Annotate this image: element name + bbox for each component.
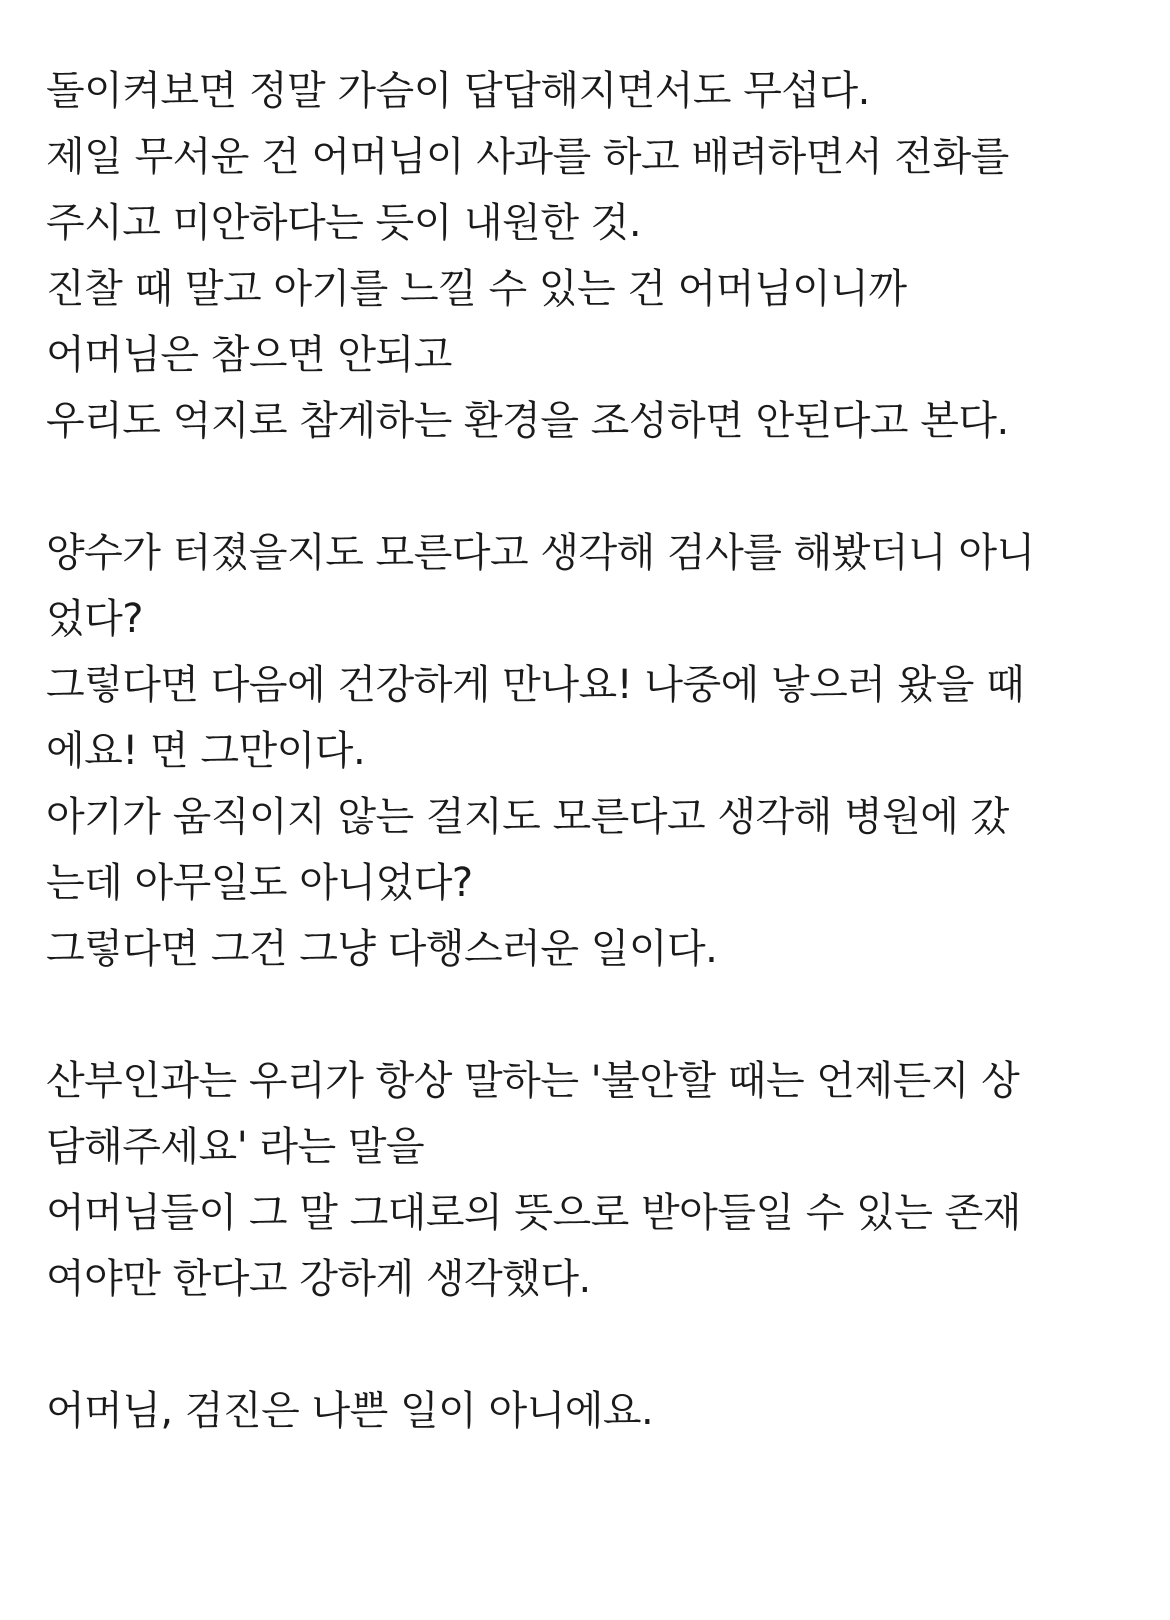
text-line: 제일 무서운 건 어머님이 사과를 하고 배려하면서 전화를 bbox=[46, 134, 1009, 180]
text-line: 어머님들이 그 말 그대로의 뜻으로 받아들일 수 있는 존재 bbox=[46, 1190, 1021, 1236]
text-line: 담해주세요' 라는 말을 bbox=[46, 1124, 425, 1170]
text-line: 에요! 면 그만이다. bbox=[46, 728, 366, 774]
paragraph-gap bbox=[46, 982, 1136, 1048]
text-line: 우리도 억지로 참게하는 환경을 조성하면 안된다고 본다. bbox=[46, 398, 1009, 444]
paragraph-4 bbox=[46, 1378, 1136, 1444]
text-line: 었다? bbox=[46, 596, 144, 642]
text-line: 산부인과는 우리가 항상 말하는 '불안할 때는 언제든지 상 bbox=[46, 1058, 1020, 1104]
paragraph-3 bbox=[46, 1048, 1136, 1312]
text-line: 진찰 때 말고 아기를 느낄 수 있는 건 어머님이니까 bbox=[46, 266, 907, 312]
document-body bbox=[46, 58, 1136, 1444]
paragraph-2 bbox=[46, 520, 1136, 982]
text-line: 아기가 움직이지 않는 걸지도 모른다고 생각해 병원에 갔 bbox=[46, 794, 1009, 840]
text-line: 주시고 미안하다는 듯이 내원한 것. bbox=[46, 200, 642, 246]
text-line: 어머님, 검진은 나쁜 일이 아니에요. bbox=[46, 1388, 654, 1434]
text-line: 그렇다면 다음에 건강하게 만나요! 나중에 낳으러 왔을 때 bbox=[46, 662, 1025, 708]
text-line: 는데 아무일도 아니었다? bbox=[46, 860, 473, 906]
text-line: 여야만 한다고 강하게 생각했다. bbox=[46, 1256, 591, 1302]
text-line: 그렇다면 그건 그냥 다행스러운 일이다. bbox=[46, 926, 718, 972]
paragraph-gap bbox=[46, 1312, 1136, 1378]
paragraph-gap bbox=[46, 454, 1136, 520]
text-line: 돌이켜보면 정말 가슴이 답답해지면서도 무섭다. bbox=[46, 68, 870, 114]
text-line: 어머님은 참으면 안되고 bbox=[46, 332, 452, 378]
text-line: 양수가 터졌을지도 모른다고 생각해 검사를 해봤더니 아니 bbox=[46, 530, 1035, 576]
paragraph-1 bbox=[46, 58, 1136, 454]
